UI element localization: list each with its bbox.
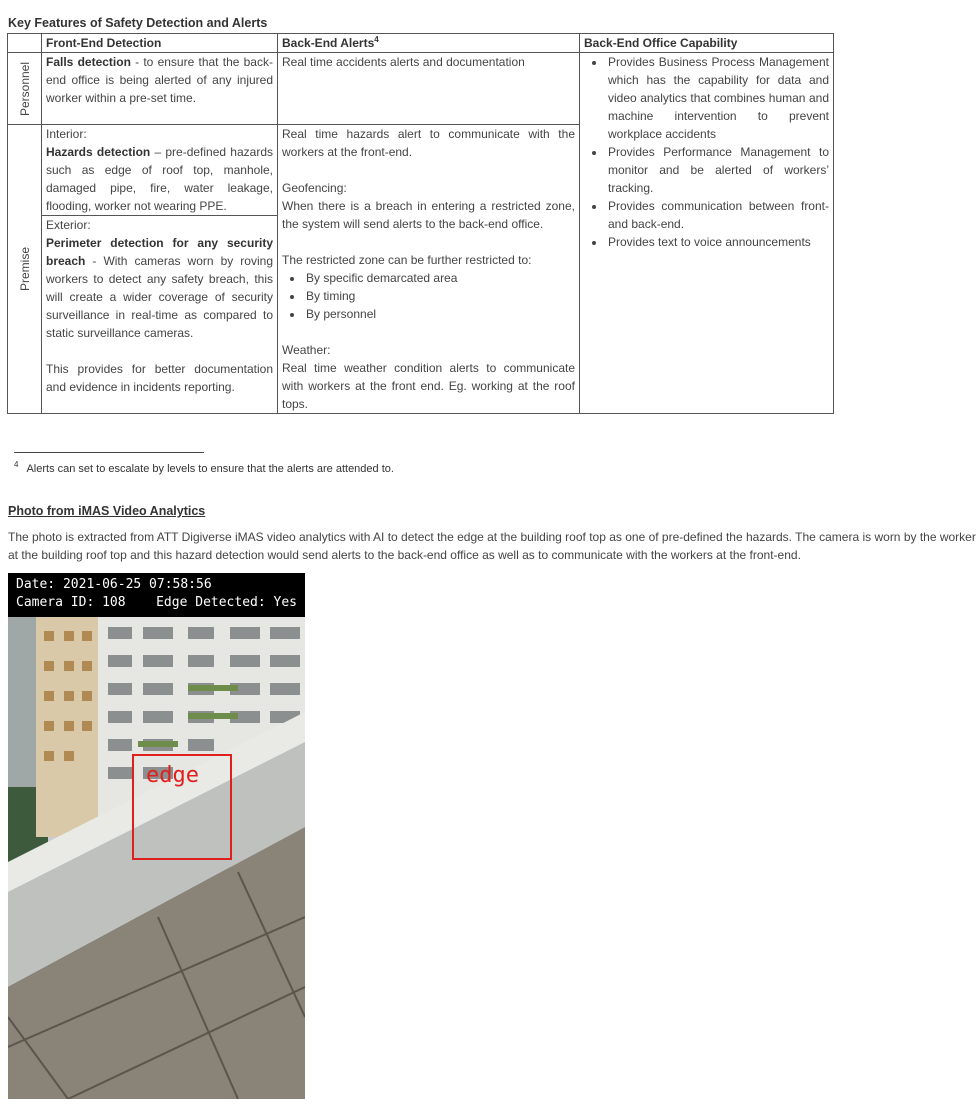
header-office: Back-End Office Capability [580, 34, 834, 53]
restricted-list [282, 269, 575, 323]
camera-id-readout: Camera ID: 108 [16, 595, 126, 610]
hazards-detection-text: Hazards detection – pre-defined hazards such as edge of roof top, manhole, damaged pipe, fire, water leakage, flooding, worker not wearing PPE. [46, 145, 273, 213]
interior-label: Interior: [46, 127, 87, 141]
list-item: • By specific demarcated area [304, 269, 575, 287]
cell-accident-alerts: Real time accidents alerts and documentation [278, 53, 580, 125]
list-item: • Provides Performance Management to monitor and be alerted of workers’ tracking. [606, 143, 829, 197]
table-row-personnel [8, 53, 834, 125]
camera-overlay [8, 573, 305, 617]
list-item: • Provides communication between front- and back-end. [606, 197, 829, 233]
footnote-text: Alerts can set to escalate by levels to ensure that the alerts are attended to. [26, 463, 394, 475]
exterior-section [42, 215, 277, 396]
photo-section-paragraph: The photo is extracted from ATT Digiverse iMAS video analytics with AI to detect the edge at the building roof top as one of pre-defined the hazards. The camera is worn by the worker at the building roof top and this hazard detection would send alerts to the back-end office as well as to communicate with the workers at the front-end. [8, 530, 976, 562]
row-label-premise: Premise [8, 125, 42, 414]
photo-section-heading: Photo from iMAS Video Analytics [8, 504, 206, 518]
restricted-intro: The restricted zone can be further restricted to: [282, 253, 532, 267]
footnote-ref: 4 [374, 35, 379, 44]
edge-status-readout: Edge Detected: Yes [156, 595, 297, 610]
documentation-text: This provides for better documentation and evidence in incidents reporting. [46, 362, 273, 394]
cell-premise-back-end [278, 125, 580, 414]
weather-label: Weather: [282, 343, 331, 357]
rooftop-scene [8, 617, 305, 1099]
perimeter-detection-text: Perimeter detection for any security breach - With cameras worn by roving workers to detect any safety breach, this will create a wider coverage of security surveillance in real-time as compared to static surveillance cameras. [46, 236, 273, 340]
hazard-alert-text: Real time hazards alert to communicate with the workers at the front-end. [282, 127, 575, 159]
footnote-divider [14, 452, 204, 453]
footnote-number: 4 [14, 460, 19, 470]
cell-falls-detection: Falls detection - to ensure that the back-end office is being alerted of any injured worker within a pre-set time. [42, 53, 278, 125]
weather-text: Real time weather condition alerts to communicate with workers at the front end. Eg. working at the roof tops. [282, 361, 575, 411]
exterior-label: Exterior: [46, 218, 91, 232]
date-readout: Date: 2021-06-25 07:58:56 [16, 577, 212, 592]
header-empty [8, 34, 42, 53]
geofencing-label: Geofencing: [282, 181, 347, 195]
list-item: • By personnel [304, 305, 575, 323]
header-back-end: Back-End Alerts$^4$ [278, 34, 580, 53]
cell-premise-front-end [42, 125, 278, 414]
features-table [7, 33, 834, 414]
geofencing-text: When there is a breach in entering a restricted zone, the system will send alerts to the back-end office. [282, 199, 575, 231]
header-front-end: Front-End Detection [42, 34, 278, 53]
edge-box-label: edge [146, 763, 199, 788]
list-item: • Provides Business Process Management which has the capability for data and video analytics that combines human and machine intervention to prevent workplace accidents [606, 53, 829, 143]
rooftop-photo [8, 573, 305, 1099]
footnote [14, 460, 394, 478]
list-item: • Provides text to voice announcements [606, 233, 829, 251]
table-header-row [8, 34, 834, 53]
office-capability-list [584, 53, 829, 251]
row-label-personnel: Personnel [8, 53, 42, 125]
list-item: • By timing [304, 287, 575, 305]
page-title: Key Features of Safety Detection and Alerts [8, 16, 268, 30]
cell-office-capability [580, 53, 834, 414]
